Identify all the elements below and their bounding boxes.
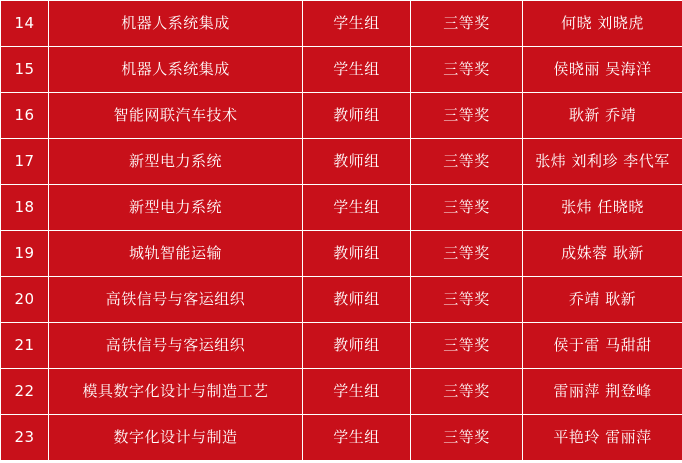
award-level: 三等奖 xyxy=(411,185,523,231)
row-number: 19 xyxy=(1,231,49,277)
table-row xyxy=(1,277,682,323)
award-recipients: 成姝蓉 耿新 xyxy=(523,231,682,277)
group-category: 学生组 xyxy=(303,47,411,93)
award-recipients: 雷丽萍 荆登峰 xyxy=(523,369,682,415)
table-row xyxy=(1,1,682,47)
group-category: 学生组 xyxy=(303,1,411,47)
group-category: 教师组 xyxy=(303,139,411,185)
row-number: 17 xyxy=(1,139,49,185)
award-level: 三等奖 xyxy=(411,369,523,415)
group-category: 学生组 xyxy=(303,185,411,231)
group-category: 教师组 xyxy=(303,231,411,277)
award-recipients: 何晓 刘晓虎 xyxy=(523,1,682,47)
award-level: 三等奖 xyxy=(411,93,523,139)
competition-name: 城轨智能运输 xyxy=(49,231,303,277)
award-level: 三等奖 xyxy=(411,415,523,461)
group-category: 学生组 xyxy=(303,415,411,461)
competition-name: 新型电力系统 xyxy=(49,185,303,231)
group-category: 教师组 xyxy=(303,93,411,139)
row-number: 18 xyxy=(1,185,49,231)
table-row xyxy=(1,231,682,277)
row-number: 22 xyxy=(1,369,49,415)
award-recipients: 乔靖 耿新 xyxy=(523,277,682,323)
award-recipients: 平艳玲 雷丽萍 xyxy=(523,415,682,461)
group-category: 教师组 xyxy=(303,323,411,369)
award-level: 三等奖 xyxy=(411,1,523,47)
award-level: 三等奖 xyxy=(411,277,523,323)
table-row xyxy=(1,139,682,185)
row-number: 21 xyxy=(1,323,49,369)
award-recipients: 侯晓丽 吴海洋 xyxy=(523,47,682,93)
competition-name: 机器人系统集成 xyxy=(49,47,303,93)
award-level: 三等奖 xyxy=(411,47,523,93)
competition-name: 高铁信号与客运组织 xyxy=(49,277,303,323)
award-level: 三等奖 xyxy=(411,139,523,185)
table-body xyxy=(1,1,682,461)
competition-name: 数字化设计与制造 xyxy=(49,415,303,461)
row-number: 14 xyxy=(1,1,49,47)
award-recipients: 耿新 乔靖 xyxy=(523,93,682,139)
group-category: 学生组 xyxy=(303,369,411,415)
competition-name: 新型电力系统 xyxy=(49,139,303,185)
table-row xyxy=(1,93,682,139)
row-number: 15 xyxy=(1,47,49,93)
competition-name: 机器人系统集成 xyxy=(49,1,303,47)
table-row xyxy=(1,415,682,461)
row-number: 20 xyxy=(1,277,49,323)
row-number: 23 xyxy=(1,415,49,461)
competition-name: 高铁信号与客运组织 xyxy=(49,323,303,369)
table-row xyxy=(1,323,682,369)
award-level: 三等奖 xyxy=(411,231,523,277)
table-row xyxy=(1,369,682,415)
competition-name: 智能网联汽车技术 xyxy=(49,93,303,139)
table-row xyxy=(1,47,682,93)
group-category: 教师组 xyxy=(303,277,411,323)
award-recipients: 侯于雷 马甜甜 xyxy=(523,323,682,369)
award-recipients: 张炜 任晓晓 xyxy=(523,185,682,231)
award-recipients: 张炜 刘利珍 李代军 xyxy=(523,139,682,185)
row-number: 16 xyxy=(1,93,49,139)
award-level: 三等奖 xyxy=(411,323,523,369)
competition-name: 模具数字化设计与制造工艺 xyxy=(49,369,303,415)
table-row xyxy=(1,185,682,231)
